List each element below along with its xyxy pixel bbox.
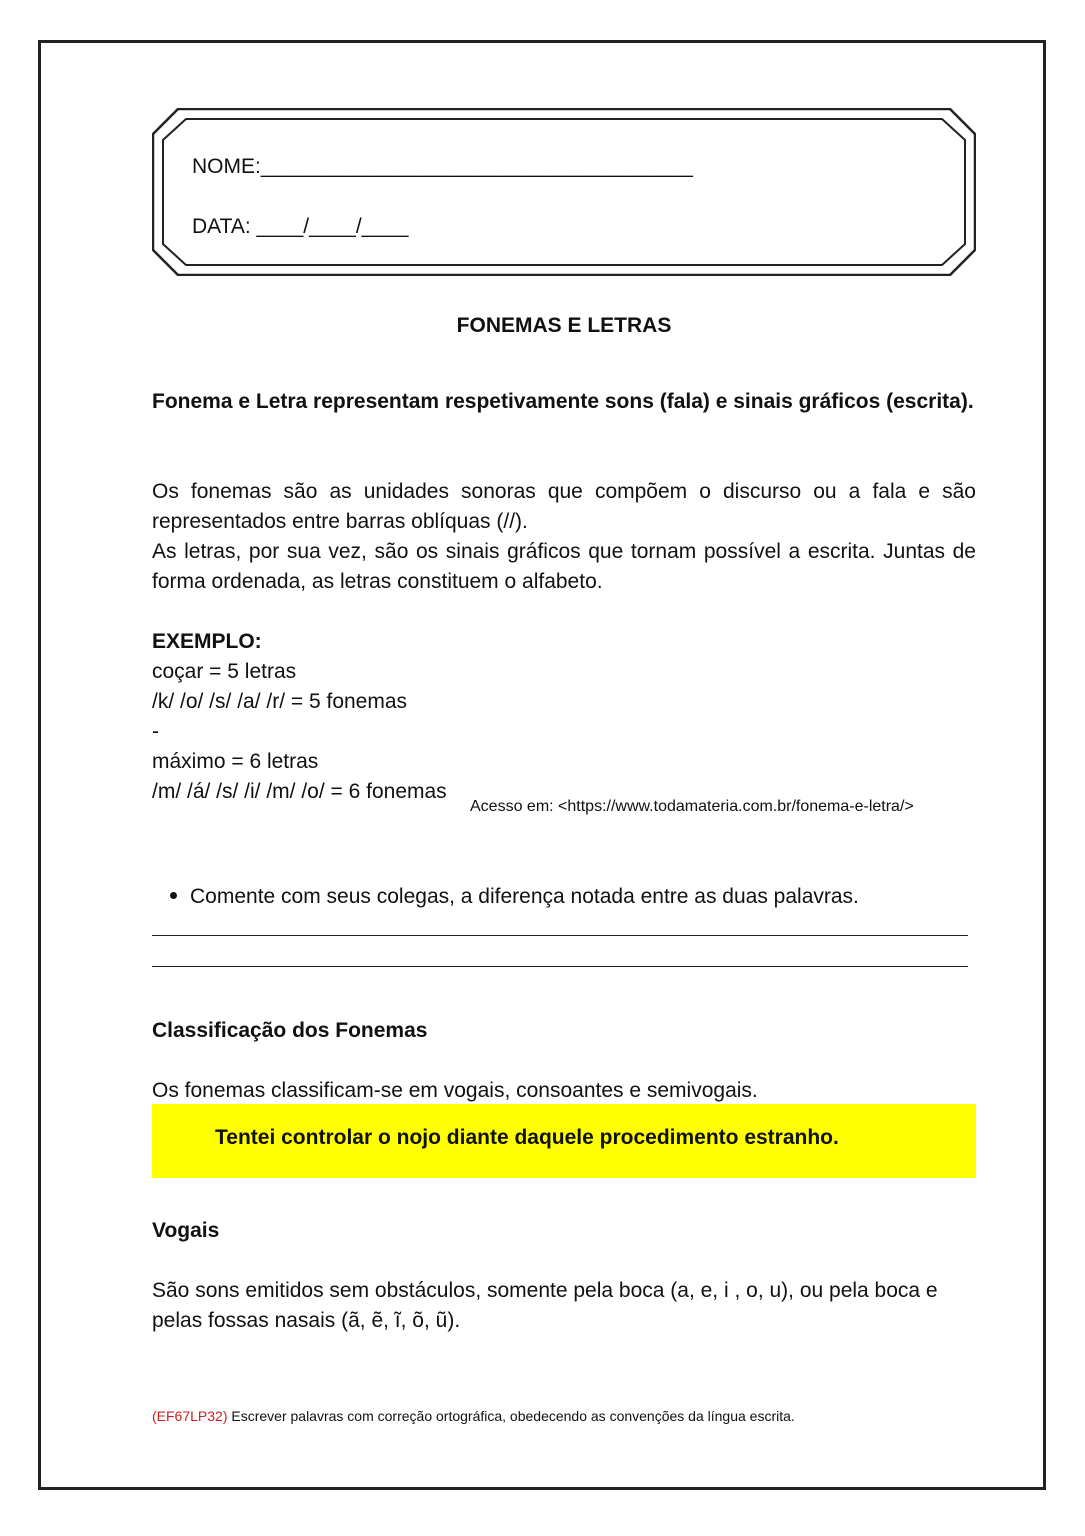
bullet-icon (170, 892, 177, 899)
intro-text: Fonema e Letra representam respetivamente sons (fala) e sinais gráficos (escrita). (152, 390, 974, 413)
paragraph-phonemes: Os fonemas são as unidades sonoras que compõem o discurso ou a fala e são representados entre barras oblíquas (//). (152, 480, 976, 533)
example-line: máximo = 6 letras (152, 750, 319, 773)
skill-code: (EF67LP32) (152, 1408, 228, 1424)
answer-line[interactable] (152, 935, 968, 936)
example-line: /k/ /o/ /s/ /a/ /r/ = 5 fonemas (152, 690, 408, 713)
classification-text: Os fonemas classificam-se em vogais, consoantes e semivogais. (152, 1079, 758, 1102)
source-citation: Acesso em: <https://www.todamateria.com.br/fonema-e-letra/> (470, 798, 914, 815)
paragraph-letters: As letras, por sua vez, são os sinais gráficos que tornam possível a escrita. Juntas de forma ordenada, as letras constituem o alfabeto. (152, 540, 976, 593)
date-field-label: DATA: ____/____/____ (192, 215, 409, 238)
example-line: - (152, 720, 159, 743)
skill-description: Escrever palavras com correção ortográfica, obedecendo as convenções da língua escrita. (227, 1408, 795, 1424)
highlight-sentence: Tentei controlar o nojo diante daquele procedimento estranho. (215, 1126, 839, 1149)
name-field-label: NOME:_____________________________________ (192, 155, 693, 178)
page-title: FONEMAS E LETRAS (456, 314, 672, 337)
example-heading: EXEMPLO: (152, 630, 262, 653)
student-info-box (152, 108, 976, 276)
answer-line[interactable] (152, 966, 968, 967)
vowels-text: São sons emitidos sem obstáculos, somente pela boca (a, e, i , o, u), ou pela boca e pelas fossas nasais (ã, ẽ, ĩ, õ, ũ). (152, 1279, 938, 1332)
example-line: coçar = 5 letras (152, 660, 297, 683)
vowels-heading: Vogais (152, 1219, 220, 1242)
footer-skill (152, 1408, 795, 1424)
classification-heading: Classificação dos Fonemas (152, 1019, 428, 1042)
activity-bullet (170, 882, 859, 912)
activity-text: Comente com seus colegas, a diferença notada entre as duas palavras. (190, 885, 859, 908)
highlight-box (152, 1104, 976, 1178)
example-line: /m/ /á/ /s/ /i/ /m/ /o/ = 6 fonemas (152, 780, 447, 803)
octagon-frame (152, 108, 976, 276)
